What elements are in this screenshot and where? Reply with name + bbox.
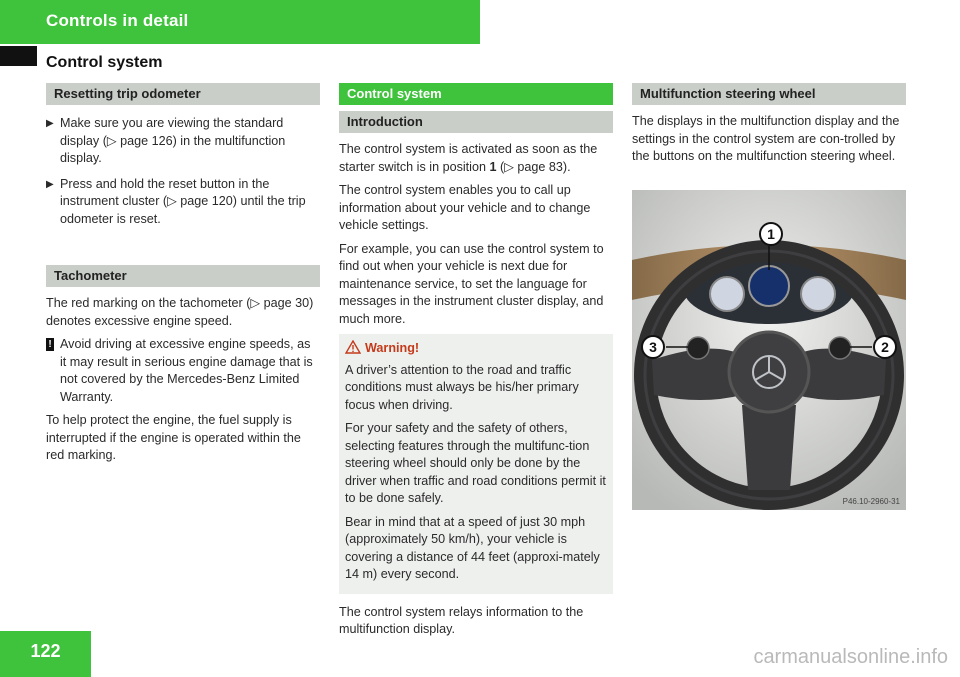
column-right <box>632 83 906 172</box>
fuel-cutoff-text: To help protect the engine, the fuel supply is interrupted if the engine is operated within the red marking. <box>46 413 301 462</box>
relay-paragraph: The control system relays information to the multifunction display. <box>339 604 584 636</box>
tachometer-heading: Tachometer <box>46 265 320 287</box>
introduction-heading: Introduction <box>339 111 613 133</box>
section-marker <box>0 46 37 66</box>
photo-caption: P46.10-2960-31 <box>842 497 900 506</box>
watermark: carmanualsonline.info <box>753 646 948 668</box>
intro-paragraph-1: The control system is activated as soon as the starter switch is in position 1 (▷ page 83). <box>339 142 598 174</box>
svg-text:3: 3 <box>649 339 657 355</box>
column-left <box>46 83 320 471</box>
steering-wheel-illustration <box>632 190 906 510</box>
warning-triangle-icon <box>345 340 361 354</box>
chapter-title: Controls in detail <box>46 11 189 30</box>
caution-note: ! Avoid driving at excessive engine speeds, as it may result in serious engine damage that is not covered by the Mercedes-Benz Limited Warranty. <box>46 336 320 406</box>
warning-box <box>339 334 613 594</box>
bullet-arrow-icon: ▶ <box>46 178 54 190</box>
chapter-tab <box>0 0 480 44</box>
warning-title: Warning! <box>345 340 607 358</box>
column-middle <box>339 83 613 645</box>
exclamation-icon: ! <box>46 338 54 351</box>
intro-paragraph-3: For example, you can use the control system to find out when your vehicle is next due for maintenance service, to set the language for messages in the instrument cluster display, and much more. <box>339 241 604 326</box>
callout-3 <box>642 336 664 358</box>
steering-wheel-heading: Multifunction steering wheel <box>632 83 906 105</box>
bullet-arrow-icon: ▶ <box>46 118 54 129</box>
steering-wheel-photo <box>632 190 906 510</box>
reset-step-2: ▶ Press and hold the reset button in the instrument cluster (▷ page 120) until the trip odometer is reset. <box>46 176 306 226</box>
tachometer-text: The red marking on the tachometer (▷ page 30) denotes excessive engine speed. <box>46 296 314 328</box>
reset-trip-heading: Resetting trip odometer <box>46 83 320 105</box>
svg-text:1: 1 <box>767 226 775 242</box>
callout-2 <box>874 336 896 358</box>
page-number-tab <box>0 631 91 677</box>
control-system-heading: Control system <box>339 83 613 105</box>
reset-step-1: ▶ Make sure you are viewing the standard display (▷ page 126) in the multifunction display. <box>46 116 286 165</box>
page-number: 122 <box>30 641 61 661</box>
svg-text:2: 2 <box>881 339 889 355</box>
warning-paragraph-2: For your safety and the safety of others, selecting features through the multifunc-tion steering wheel should only be done by the driver when traffic and road conditions permit it to be done safely. <box>345 421 606 505</box>
callout-1 <box>760 223 782 245</box>
warning-paragraph-1: A driver’s attention to the road and traffic conditions must always be his/her primary focus when driving. <box>345 362 579 412</box>
steering-wheel-text: The displays in the multifunction display and the settings in the control system are con-trolled by the buttons on the multifunction steering wheel. <box>632 114 900 163</box>
warning-paragraph-3: Bear in mind that at a speed of just 30 mph (approximately 50 km/h), your vehicle is covering a distance of 44 feet (approxi-mately 14 m) every second. <box>345 514 600 581</box>
intro-paragraph-2: The control system enables you to call up information about your vehicle and to change vehicle settings. <box>339 183 591 232</box>
section-title: Control system <box>46 54 163 71</box>
